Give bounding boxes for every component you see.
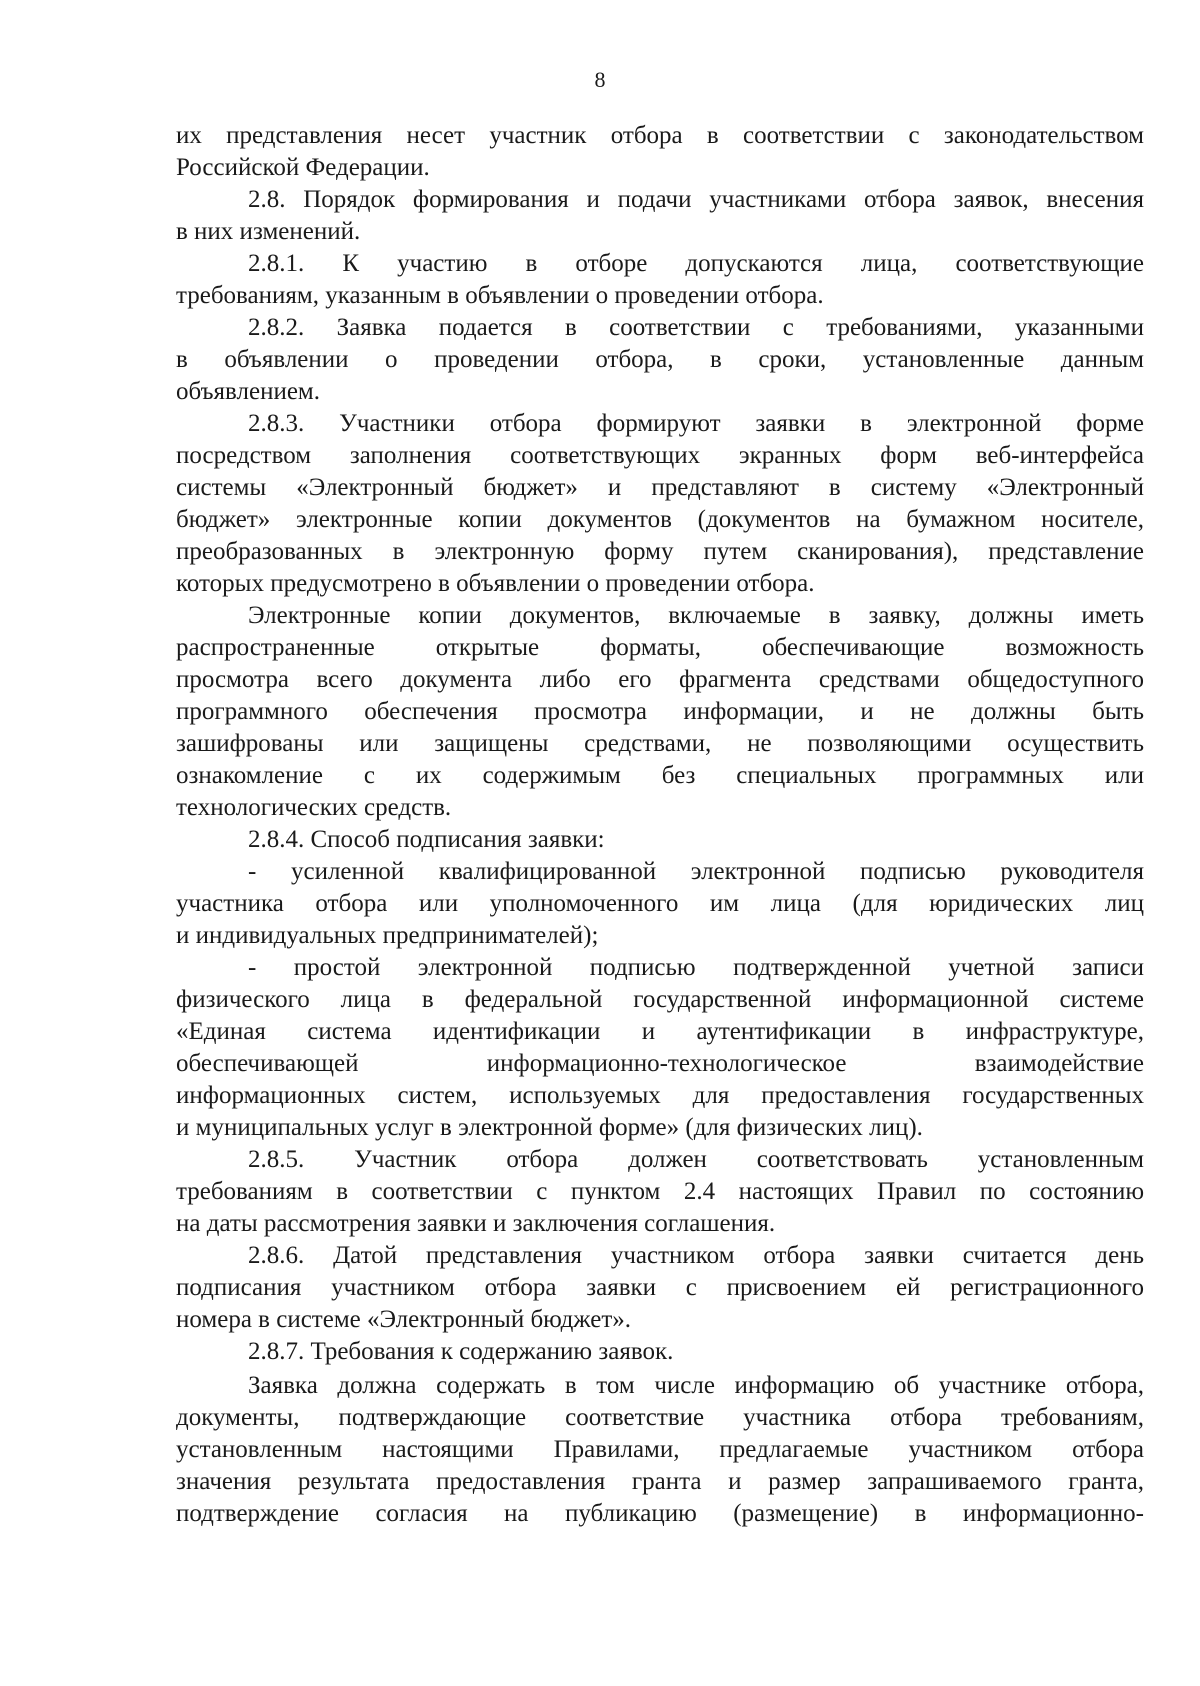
- text-line: - усиленной квалифицированной электронной подписью руководителя: [248, 858, 1144, 885]
- text-line: 2.8.2. Заявка подается в соответствии с требованиями, указанными: [248, 314, 1144, 341]
- text-line: 2.8.5. Участник отбора должен соответствовать установленным: [248, 1146, 1144, 1173]
- text-line: Российской Федерации.: [176, 154, 430, 181]
- text-line: просмотра всего документа либо его фрагмента средствами общедоступного: [176, 666, 1144, 693]
- text-line: подписания участником отбора заявки с присвоением ей регистрационного: [176, 1274, 1144, 1301]
- text-line: в объявлении о проведении отбора, в сроки, установленные данным: [176, 346, 1144, 373]
- text-line: технологических средств.: [176, 794, 452, 821]
- text-line: и индивидуальных предпринимателей);: [176, 922, 599, 949]
- text-line: ознакомление с их содержимым без специальных программных или: [176, 762, 1144, 789]
- text-line: Электронные копии документов, включаемые в заявку, должны иметь: [248, 602, 1144, 629]
- text-line: распространенные открытые форматы, обеспечивающие возможность: [176, 634, 1144, 661]
- text-line: 2.8.6. Датой представления участником отбора заявки считается день: [248, 1242, 1144, 1269]
- text-line: документы, подтверждающие соответствие участника отбора требованиям,: [176, 1404, 1144, 1431]
- text-line: бюджет» электронные копии документов (документов на бумажном носителе,: [176, 506, 1144, 533]
- text-line: и муниципальных услуг в электронной форме» (для физических лиц).: [176, 1114, 923, 1141]
- text-line: на даты рассмотрения заявки и заключения соглашения.: [176, 1210, 776, 1237]
- text-line: программного обеспечения просмотра информации, и не должны быть: [176, 698, 1144, 725]
- text-line: Заявка должна содержать в том числе информацию об участнике отбора,: [248, 1372, 1144, 1399]
- text-line: подтверждение согласия на публикацию (размещение) в информационно-: [176, 1500, 1144, 1527]
- text-line: которых предусмотрено в объявлении о проведении отбора.: [176, 570, 815, 597]
- page-number: 8: [594, 67, 606, 92]
- text-line: физического лица в федеральной государственной информационной системе: [176, 986, 1144, 1013]
- text-line: обеспечивающей информационно-технологическое взаимодействие: [176, 1050, 1144, 1077]
- text-line: 2.8.1. К участию в отборе допускаются лица, соответствующие: [248, 250, 1144, 277]
- document-body: [176, 120, 1144, 1530]
- text-line: их представления несет участник отбора в соответствии с законодательством: [176, 122, 1144, 149]
- text-line: 2.8.3. Участники отбора формируют заявки в электронной форме: [248, 410, 1144, 437]
- text-line: объявлением.: [176, 378, 320, 405]
- text-line: 2.8.4. Способ подписания заявки:: [248, 826, 605, 853]
- text-line: 2.8.7. Требования к содержанию заявок.: [248, 1338, 674, 1365]
- text-line: установленным настоящими Правилами, предлагаемые участником отбора: [176, 1436, 1144, 1463]
- text-line: значения результата предоставления гранта и размер запрашиваемого гранта,: [176, 1468, 1144, 1495]
- text-line: участника отбора или уполномоченного им лица (для юридических лиц: [176, 890, 1144, 917]
- text-line: посредством заполнения соответствующих экранных форм веб-интерфейса: [176, 442, 1144, 469]
- text-line: преобразованных в электронную форму путем сканирования), представление: [176, 538, 1144, 565]
- text-line: в них изменений.: [176, 218, 361, 245]
- text-line: 2.8. Порядок формирования и подачи участниками отбора заявок, внесения: [248, 186, 1144, 213]
- text-line: системы «Электронный бюджет» и представляют в систему «Электронный: [176, 474, 1144, 501]
- text-line: «Единая система идентификации и аутентификации в инфраструктуре,: [176, 1018, 1144, 1045]
- text-line: номера в системе «Электронный бюджет».: [176, 1306, 632, 1333]
- text-line: - простой электронной подписью подтвержденной учетной записи: [248, 954, 1144, 981]
- text-line: требованиям в соответствии с пунктом 2.4 настоящих Правил по состоянию: [176, 1178, 1144, 1205]
- text-line: информационных систем, используемых для предоставления государственных: [176, 1082, 1144, 1109]
- text-line: требованиям, указанным в объявлении о проведении отбора.: [176, 282, 824, 309]
- text-line: зашифрованы или защищены средствами, не позволяющими осуществить: [176, 730, 1144, 757]
